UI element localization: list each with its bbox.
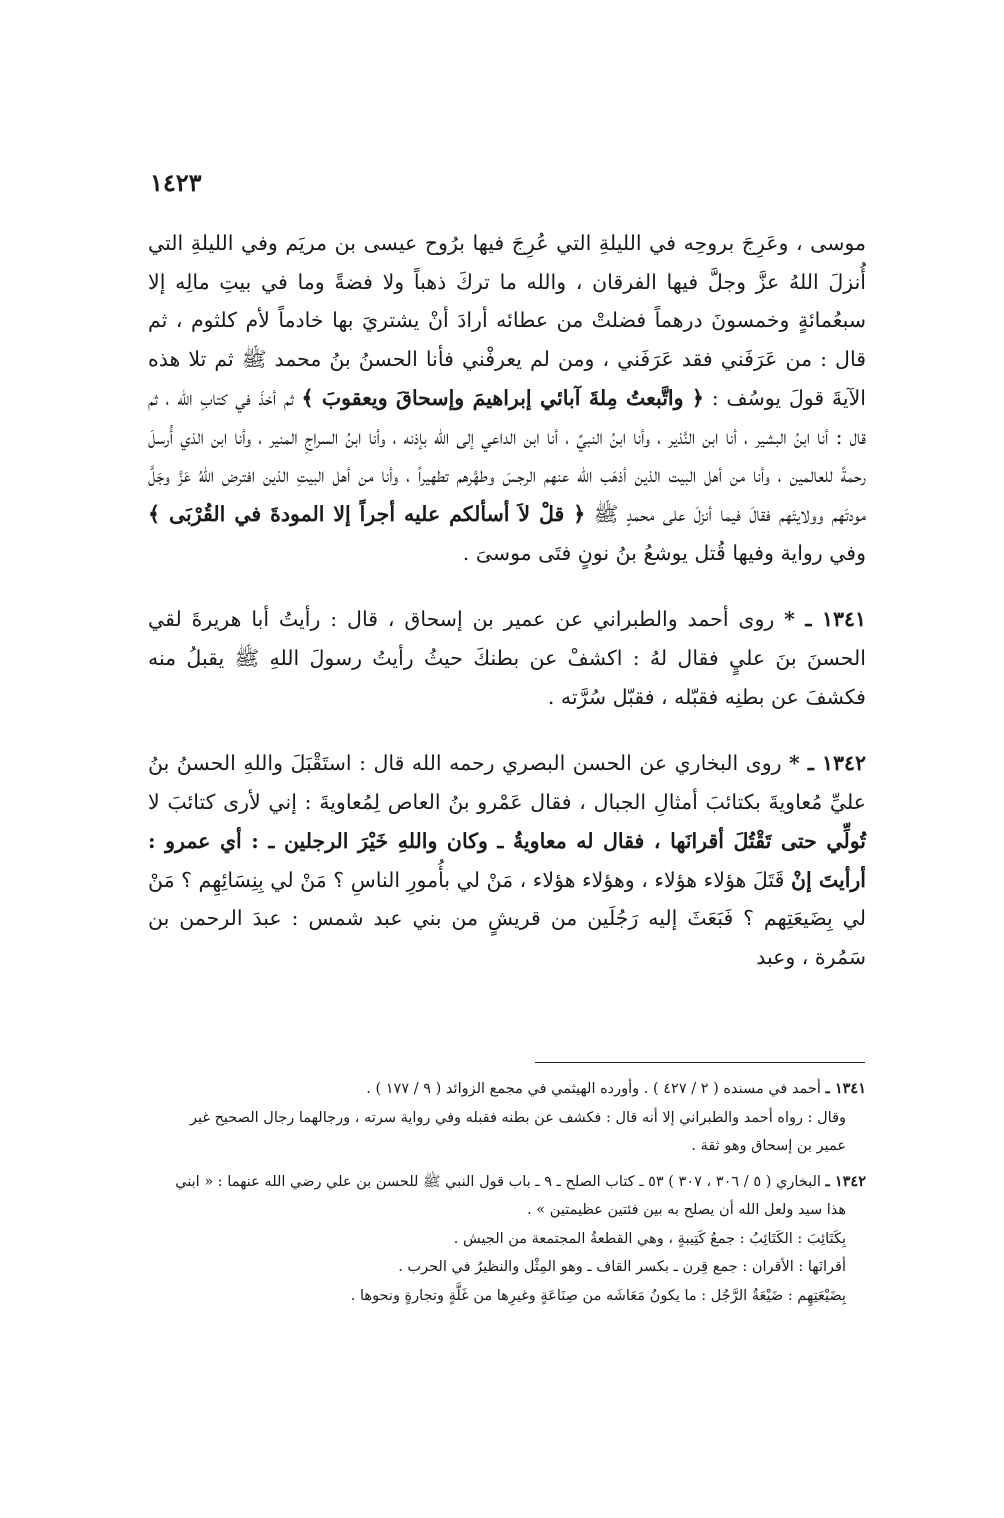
quran-verse: ﴿ قلْ لاَ أسألكم عليه أجراً إلا المودةَ في القُرْبَى ﴾ [148,501,586,526]
hadith-text: روى البخاري عن الحسن البصري رحمه الله قال : استَقْبَلَ واللهِ الحسنُ بنُ عليِّ مُعاويةَ بكتائبَ أمثالِ الجبال ، فقال عَمْرو بنُ العاص لِمُعاويةَ : إني لأرى كتائبَ لا [148,751,866,815]
footnote-gloss: بِكَتَائِبَ : الكَتَائِبُ : جمعُ كَتِيبةٍ ، وهي القطعةُ المجتمعة من الجيش . [453,1230,846,1247]
text-line: الرجسَ وطهَّرهم تطهيراً ، وأنا من أهل البيتِ الذين افترض اللهُ عَزَّ وجَلَّ مودتَهم وولايتَهم [148,463,866,526]
text-line: ثم أخذَ في كتابِ الله ، ثم قال : أنا ابنُ [148,385,866,449]
hadith-number: ١٣٤١ ـ * [784,607,866,632]
text-line: فقالَ فيما أنزلَ على محمدٍ ﷺ [585,501,771,526]
footnote-line: عمير بن إسحاق وهو ثقة . [691,1138,846,1154]
footnote-gloss: أقرانَها : الأقران : جمع قِرن ـ بكسر القاف ـ وهو المِثْل والنظيرُ في الحرب . [398,1259,846,1275]
footnote-text: البخاري ( ٥ / ٣٠٦ ، ٣٠٧ ) ٥٣ ـ كتاب الصلح ـ ٩ ـ باب قول النبي ﷺ للحسن بن علي رضي الله عنهما : « ابني [175,1173,826,1190]
text-line: موسى ، وعَرِجَ بروحِه في الليلةِ التي عُرِجَ فيها برُوح عيسى بن مريَم وفي الليلةِ التي أُنزلَ [148,231,866,294]
hadith-text: قَتَلَ هؤلاء هؤلاء ، وهؤلاء هؤلاء ، مَنْ لي بأُمورِ الناسِ ؟ مَنْ لي بِنِسَائِهِم ؟ مَنْ لي بِضَيعَتِهم ؟ فَبَعَثَ إليه رَجُلَين من قريشٍ من بني عبد شمس : عبدَ الرحمن بن سَمُرة ، وعبد [148,867,866,969]
text-line: البشير ، أنا ابن النَّذير ، وأنا ابنُ النبيِّ ، أنا ابن الداعي إلى الله بإذنه ، وأنا ابنُ السراجِ [304,424,787,449]
footnotes [148,1075,866,1310]
paragraph-continuation [148,224,866,572]
text-line: وخمسونَ درهماً فضلتْ من عطائه أرادَ أنْ يشتريَ بها خادماً لأم كلثوم ، ثم قال : من عَرَفَني [148,308,866,372]
hadith-1342 [148,744,866,976]
text-line: المنير ، وأنا ابن الذي أُرسلَ رحمةً للعالمين ، وأنا من أهل البيت الذين أذهَب الله عنهم [148,424,866,488]
footnote-1342 [148,1168,866,1197]
hadith-1341 [148,600,866,716]
main-text [148,224,866,977]
footnote-1341 [148,1075,866,1104]
page-number: ١٤٢٣ [150,168,202,197]
footnote-divider [535,1062,865,1063]
hadith-number: ١٣٤٢ ـ * [789,751,866,776]
footnote-text: أحمد في مسنده ( ٢ / ٤٢٧ ) . وأورده الهيثمي في مجمع الزوائد ( ٩ / ١٧٧ ) . [366,1081,826,1097]
text-line: فقد عَرَفَني ، ومن لم يعرفْني فأنا الحسنُ بنُ محمد ﷺ ثم تلا هذه الآيةَ قولَ يوسُف : [148,347,866,410]
hadith-text-bold: تُولِّي حتى تَقْتُلَ أقرانَها ، فقال له معاويةُ ـ وكان واللهِ خَيْرَ الرجلين ـ : أي عمرو : أرأيتَ إنْ [148,828,867,892]
text-line: اللهُ عزَّ وجلَّ فيها الفرقان ، والله ما تركَ ذهباً ولا فضةً وما في بيتِ مالِه إلا سبعُمائةٍ [148,269,866,333]
footnote-line: وقال : رواه أحمد والطبراني إلا أنه قال : فكشف عن بطنه فقبله وفي رواية سرته ، ورجالهما رجال الصحيح غير [190,1109,846,1126]
footnote-number: ١٣٤٢ ـ [825,1172,866,1190]
text-line: وفي رواية [780,540,866,565]
footnote-line: هذا سيد ولعل الله أن يصلح به بين فئتين عظيمتين » . [527,1202,846,1218]
footnote-number: ١٣٤١ ـ [825,1080,866,1097]
hadith-text: روى أحمد والطبراني عن عمير بن إسحاق ، قال : رأيتُ أبا هريرةَ لقي الحسنَ بنَ عليٍ فقال لهُ : اكشفْ عن بطنكَ حيثُ رأيتُ رسولَ اللهِ ﷺ يقبلُ منه فكشفَ عن بطنِه فقبّله ، فقبّل سُرَّته . [148,607,866,709]
footnote-gloss: بِضَيْعَتِهِم : ضَيْعَةُ الرَّجُل : ما يكونُ مَعَاشَه من صِنَاعَةٍ وغيرِها من غَلَّةٍ وتجارةٍ ونحوها . [350,1287,846,1304]
quran-verse: ﴿ واتَّبعتُ مِلةَ آبائي إبراهيمَ وإسحاقَ ويعقوبَ ﴾ [301,385,704,410]
text-line: وفيها قُتل يوشعُ بنُ نونٍ فتَى موسىَ . [462,540,774,565]
